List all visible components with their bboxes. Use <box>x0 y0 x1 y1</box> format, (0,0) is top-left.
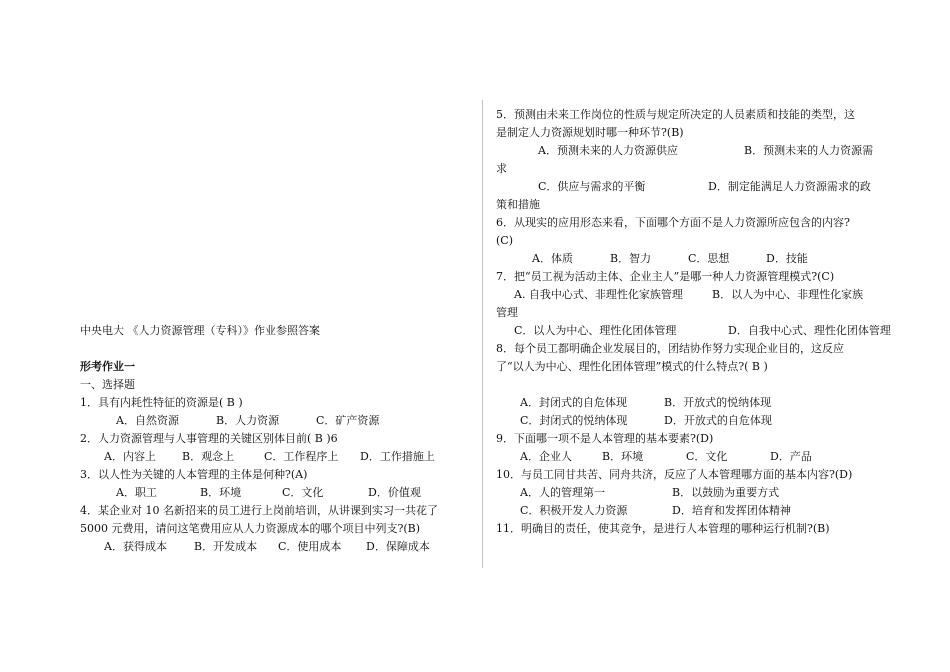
right-column <box>496 106 896 538</box>
option-b: B．环境 <box>602 450 644 463</box>
option-d: D．自我中心式、理性化团体管理 <box>728 324 891 337</box>
question-5-options-ab <box>496 142 896 160</box>
option-b: B．智力 <box>610 252 652 265</box>
option-d: D．培育和发挥团体精神 <box>672 504 791 517</box>
question-9-options <box>496 448 896 466</box>
option-b: B．以鼓励为重要方式 <box>672 486 780 499</box>
option-c: C．工作程序上 <box>264 450 339 463</box>
question-11: 11．明确目的责任，使其竞争，是进行人本管理的哪种运行机制?(B) <box>496 522 830 535</box>
option-b: B．环境 <box>200 486 242 499</box>
question-4-line-2: 5000 元费用，请问这笔费用应从人力资源成本的哪个项目中列支?(B) <box>80 522 421 535</box>
option-c: C．积极开发人力资源 <box>520 504 628 517</box>
question-7-options-ab <box>496 286 896 304</box>
option-b: B．以人为中心、非理性化家族 <box>712 288 864 301</box>
option-d-continued: 策和措施 <box>496 198 540 211</box>
question-1-options <box>80 412 475 430</box>
option-a: A．体质 <box>532 252 573 265</box>
option-d: D．技能 <box>766 252 808 265</box>
option-d: D．产品 <box>770 450 812 463</box>
question-6-line-2: (C) <box>496 234 513 247</box>
option-a: A．获得成本 <box>104 540 167 553</box>
option-c: C．以人为中心、理性化团体管理 <box>514 324 677 337</box>
question-8-options-cd <box>496 412 896 430</box>
option-a: A．内容上 <box>104 450 156 463</box>
option-b: B．观念上 <box>182 450 235 463</box>
part-heading: 一、选择题 <box>80 378 135 391</box>
question-8-line-1: 8．每个员工都明确企业发展目的，团结协作努力实现企业目的，这反应 <box>496 342 844 355</box>
option-b: B．开放式的悦纳体现 <box>664 396 772 409</box>
question-2: 2．人力资源管理与人事管理的关键区别体目前( B )6 <box>80 432 338 445</box>
option-a: A．自然资源 <box>116 414 179 427</box>
option-c: C．供应与需求的平衡 <box>538 180 646 193</box>
question-10-options-ab <box>496 484 896 502</box>
option-d: D．价值观 <box>368 486 421 499</box>
question-5-line-2: 是制定人力资源规划时哪一种环节?(B) <box>496 126 684 139</box>
left-column <box>80 322 475 556</box>
question-9: 9．下面哪一项不是人本管理的基本要素?(D) <box>496 432 714 445</box>
option-c: C．使用成本 <box>278 540 342 553</box>
question-4-line-1: 4．某企业对 10 名新招来的员工进行上岗前培训，从讲课到实习一共花了 <box>80 504 438 517</box>
question-5-line-1: 5．预测由未来工作岗位的性质与规定所决定的人员素质和技能的类型，这 <box>496 108 855 121</box>
option-b-continued: 管理 <box>496 306 518 319</box>
option-d: D．保障成本 <box>366 540 430 553</box>
option-a: A．预测未来的人力资源供应 <box>538 144 678 157</box>
question-7-options-cd <box>496 322 896 340</box>
question-4-options <box>80 538 475 556</box>
option-a: A．职工 <box>116 486 157 499</box>
question-8-options-ab <box>496 394 896 412</box>
option-b: B．预测未来的人力资源需 <box>744 144 874 157</box>
option-c: C．思想 <box>688 252 730 265</box>
option-b: B．人力资源 <box>216 414 280 427</box>
question-3: 3．以人性为关键的人本管理的主体是何种?(A) <box>80 468 308 481</box>
option-c: C．矿产资源 <box>316 414 380 427</box>
option-b-continued: 求 <box>496 162 507 175</box>
option-c: C．文化 <box>686 450 728 463</box>
question-2-options <box>80 448 475 466</box>
question-3-options <box>80 484 475 502</box>
question-6-options <box>496 250 896 268</box>
question-10: 10．与员工同甘共苦、同舟共济，反应了人本管理哪方面的基本内容?(D) <box>496 468 853 481</box>
option-a: A. 自我中心式、非理性化家族管理 <box>514 288 683 301</box>
question-10-options-cd <box>496 502 896 520</box>
option-d: D．开放式的自危体现 <box>664 414 772 427</box>
option-c: C．封闭式的悦纳体现 <box>520 414 628 427</box>
document-title: 中央电大 《人力资源管理（专科）》作业参照答案 <box>80 324 320 337</box>
option-a: A．封闭式的自危体现 <box>520 396 627 409</box>
column-divider <box>482 100 483 568</box>
question-1: 1．具有内耗性特征的资源是( B ) <box>80 396 243 409</box>
question-5-options-cd <box>496 178 896 196</box>
question-7: 7．把“员工视为活动主体、企业主人”是哪一种人力资源管理模式?(C) <box>496 270 835 283</box>
option-d: D．制定能满足人力资源需求的政 <box>708 180 871 193</box>
option-a: A．企业人 <box>520 450 572 463</box>
question-8-line-2: 了“以人为中心、理性化团体管理”模式的什么特点?( B ) <box>496 360 768 373</box>
option-b: B．开发成本 <box>194 540 258 553</box>
option-c: C．文化 <box>282 486 324 499</box>
section-heading: 形考作业一 <box>80 360 135 373</box>
question-6-line-1: 6．从现实的应用形态来看，下面哪个方面不是人力资源所应包含的内容? <box>496 216 850 229</box>
option-d: D．工作措施上 <box>360 450 435 463</box>
option-a: A．人的管理第一 <box>520 486 605 499</box>
